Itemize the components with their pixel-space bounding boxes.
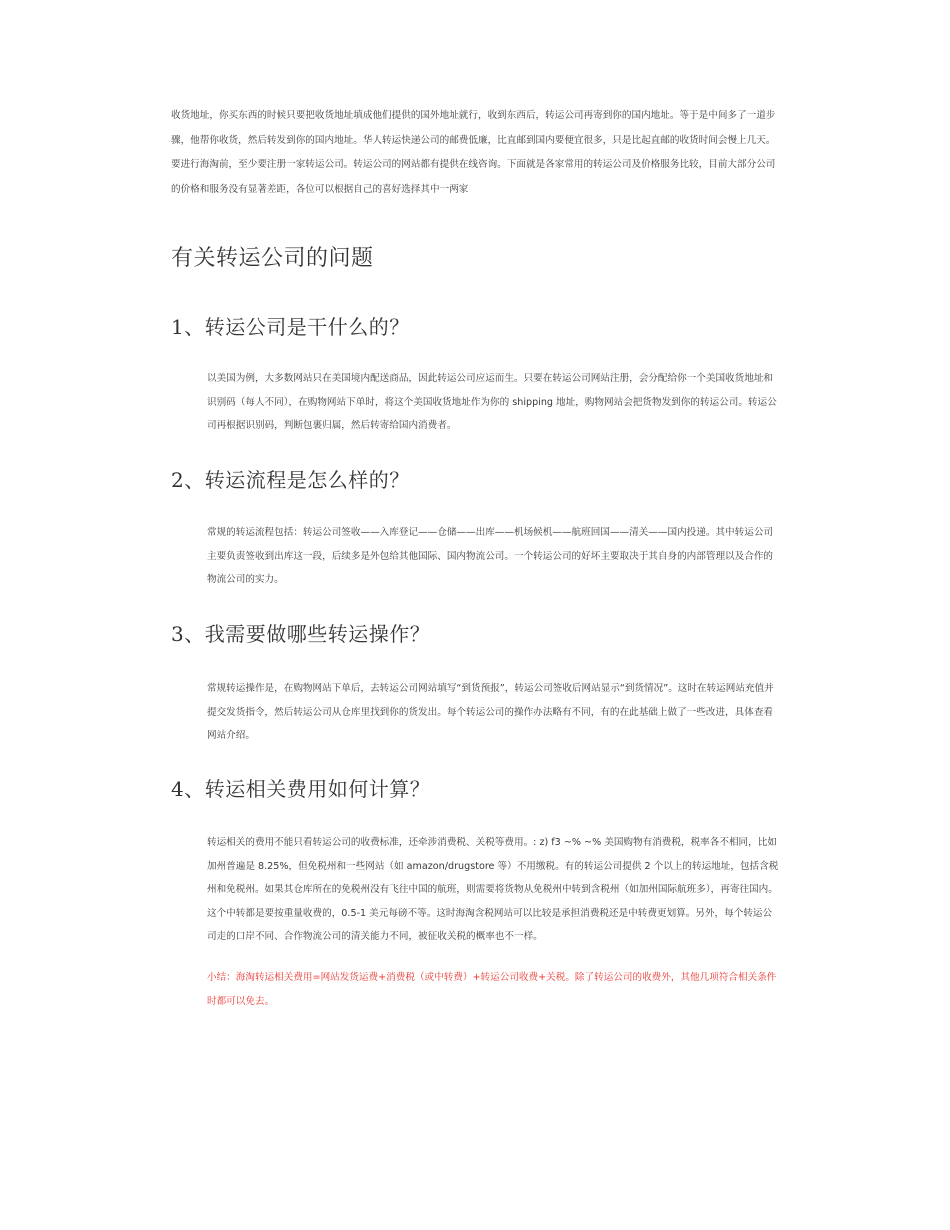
question-4-heading: 4、转运相关费用如何计算？ xyxy=(171,777,431,801)
question-1-heading: 1、转运公司是干什么的？ xyxy=(171,315,410,339)
question-2-body: 常规的转运流程包括：转运公司签收——入库登记——仓储——出库——机场候机——航班回国——清关——国内投递。其中转运公司主要负责签收到出库这一段，后续多是外包给其他国际、国内物流公司。一个转运公司的好坏主要取决于其自身的内部管理以及合作的物流公司的实力。 xyxy=(207,527,774,585)
main-heading: 有关转运公司的问题 xyxy=(171,246,374,271)
question-3-heading: 3、我需要做哪些转运操作？ xyxy=(171,622,431,646)
question-3-body: 常规转运操作是，在购物网站下单后，去转运公司网站填写“到货预报”，转运公司签收后网站显示“到货情况”。这时在转运网站充值并提交发货指令，然后转运公司从仓库里找到你的货发出。每个转运公司的操作办法略有不同，有的在此基础上做了一些改进，具体查看网站介绍。 xyxy=(207,683,774,741)
question-4-body: 转运相关的费用不能只看转运公司的收费标准，还牵涉消费税、关税等费用。: z) f3 ~% ~% 美国购物有消费税，税率各不相同，比如加州普遍是 8.25%，但免税州和一些网站（如 amazon/drugstore 等）不用缴税。有的转运公司提供 2 个以上的转运地址，包括含税州和免税州。如果其仓库所在的免税州没有飞往中国的航班，则需要将货物从免税州中转到含税州（如加州国际航班多），再寄往国内。这个中转都是要按重量收费的，0.5-1 美元每磅不等。这时海淘含税网站可以比较是承担消费税还是中转费更划算。另外，每个转运公司走的口岸不同、合作物流公司的清关能力不同，被征收关税的概率也不一样。 xyxy=(207,837,779,942)
question-1-body: 以美国为例，大多数网站只在美国境内配送商品，因此转运公司应运而生。只要在转运公司网站注册，会分配给你一个美国收货地址和识别码（每人不同），在购物网站下单时，将这个美国收货地址作为你的 shipping 地址，购物网站会把货物发到你的转运公司。转运公司再根据识别码，判断包裹归属，然后转寄给国内消费者。 xyxy=(207,373,777,431)
summary-note: 小结：海淘转运相关费用=网站发货运费+消费税（或中转费）+转运公司收费+关税。除了转运公司的收费外，其他几项符合相关条件时都可以免去。 xyxy=(207,972,777,1007)
intro-paragraph: 收货地址，你买东西的时候只要把收货地址填成他们提供的国外地址就行，收到东西后，转运公司再寄到你的国内地址。等于是中间多了一道步骤，他帮你收货，然后转发到你的国内地址。华人转运快递公司的邮费低廉，比直邮到国内要便宜很多，只是比起直邮的收货时间会慢上几天。要进行海淘前，至少要注册一家转运公司。转运公司的网站都有提供在线咨询。下面就是各家常用的转运公司及价格服务比较，目前大部分公司的价格和服务没有显著差距，各位可以根据自己的喜好选择其中一两家 xyxy=(171,110,776,195)
question-2-heading: 2、转运流程是怎么样的？ xyxy=(171,468,410,492)
